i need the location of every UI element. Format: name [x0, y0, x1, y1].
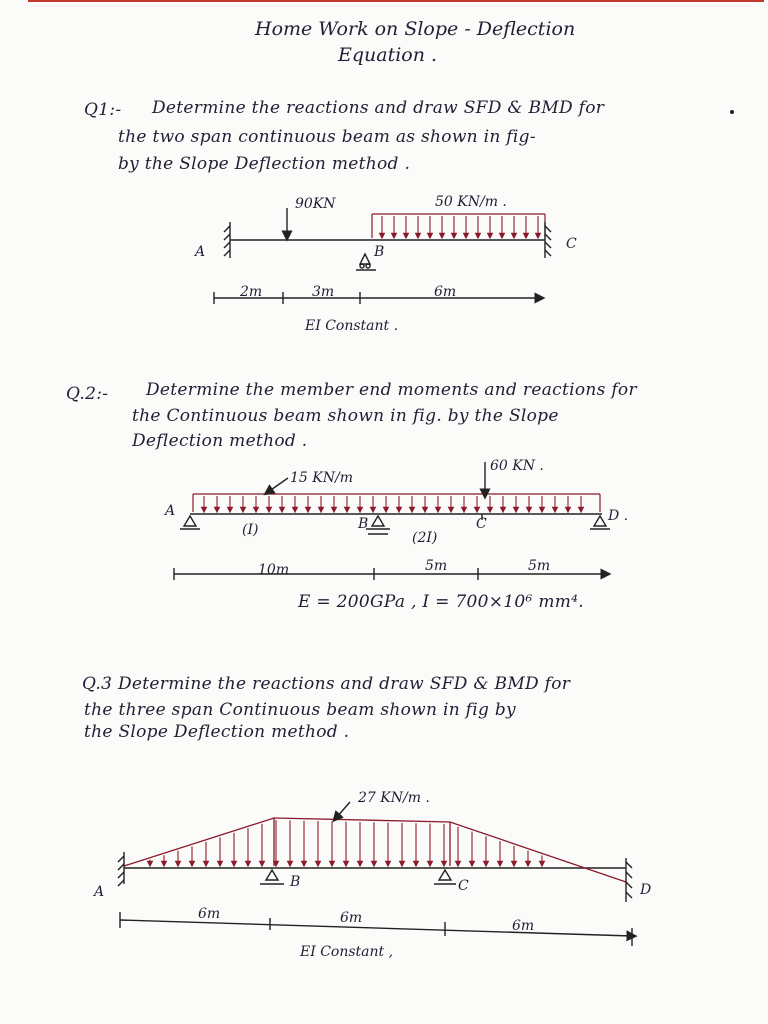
- q3-support-b-label: B: [290, 874, 301, 890]
- q1-line2: the two span continuous beam as shown in fig-: [118, 127, 536, 147]
- q1-line3: by the Slope Deflection method .: [118, 154, 411, 174]
- q2-pin-support-b: [366, 516, 390, 534]
- q3-diagram: [118, 802, 632, 946]
- q2-udl-pointer: [268, 478, 288, 492]
- q1-dim2: 3m: [312, 284, 335, 300]
- q1-udl-arrows: [382, 216, 538, 236]
- q1-dim1: 2m: [240, 284, 263, 300]
- q2-pin-support-a: [180, 516, 200, 529]
- q2-line1: Determine the member end moments and reactions for: [146, 380, 637, 400]
- q2-support-c-label: C: [476, 516, 487, 532]
- q3-support-c-label: C: [458, 878, 469, 894]
- q3-note: EI Constant ,: [300, 944, 394, 960]
- page-title-line1: Home Work on Slope - Deflection: [255, 18, 576, 40]
- q1-pin-support-b: [356, 254, 376, 270]
- page-title-line2: Equation .: [338, 44, 438, 66]
- q2-line2: the Continuous beam shown in fig. by the Slope: [132, 406, 559, 426]
- q2-load-udl-label: 15 KN/m: [290, 470, 353, 486]
- q1-fixed-support-a: [224, 222, 230, 258]
- q3-line3: the Slope Deflection method .: [84, 722, 350, 742]
- q2-udl-outline: [193, 494, 600, 512]
- q3-line1: Determine the reactions and draw SFD & BMD for: [118, 674, 571, 694]
- q3-support-d-label: D: [640, 882, 652, 898]
- q3-dim1: 6m: [198, 906, 221, 922]
- q2-support-d-label: D .: [608, 508, 629, 524]
- q3-fixed-support-d: [626, 858, 632, 902]
- q1-note: EI Constant .: [305, 318, 399, 334]
- q3-load-outline: [124, 818, 626, 882]
- q3-load-label: 27 KN/m .: [358, 790, 430, 806]
- q3-pin-support-c: [434, 870, 456, 884]
- q1-support-b-label: B: [374, 244, 385, 260]
- q2-dim1: 10m: [258, 562, 290, 578]
- q2-support-a-label: A: [165, 503, 176, 519]
- q2-span2-inertia: (2I): [412, 530, 438, 546]
- q1-dim3: 6m: [434, 284, 457, 300]
- q2-note: E = 200GPa , I = 700×10⁶ mm⁴.: [298, 592, 584, 612]
- q3-line2: the three span Continuous beam shown in fig by: [84, 700, 516, 720]
- q1-load-point-label: 90KN: [295, 196, 336, 212]
- q1-support-a-label: A: [195, 244, 206, 260]
- q3-support-a-label: A: [94, 884, 105, 900]
- q1-load-udl-label: 50 KN/m .: [435, 194, 507, 210]
- q3-dimension-line: [120, 912, 632, 946]
- q2-dimension-line: [174, 568, 606, 580]
- q3-dim3: 6m: [512, 918, 535, 934]
- q2-diagram: [174, 462, 610, 580]
- q2-number: Q.2:-: [66, 384, 109, 404]
- q2-load-point-label: 60 KN .: [490, 458, 544, 474]
- q2-dim3: 5m: [528, 558, 551, 574]
- q3-dim2: 6m: [340, 910, 363, 926]
- q1-dimension-line: [214, 292, 540, 304]
- q2-span1-inertia: (I): [242, 522, 259, 538]
- q1-support-c-label: C: [566, 236, 577, 252]
- q1-line1: Determine the reactions and draw SFD & BMD for: [152, 98, 605, 118]
- q1-number: Q1:-: [84, 100, 122, 120]
- q2-pin-support-d: [590, 516, 610, 529]
- q2-dim2: 5m: [425, 558, 448, 574]
- q3-load-pointer: [336, 802, 350, 818]
- q3-udl-arrows: [150, 820, 542, 864]
- q3-fixed-support-a: [118, 852, 124, 886]
- q2-line3: Deflection method .: [132, 431, 308, 451]
- q1-udl: [372, 214, 545, 238]
- q2-support-b-label: B: [358, 516, 369, 532]
- q3-pin-support-b: [260, 870, 284, 884]
- q3-number: Q.3: [82, 674, 113, 694]
- q2-udl-arrows: [204, 496, 581, 510]
- q1-fixed-support-c: [545, 222, 551, 258]
